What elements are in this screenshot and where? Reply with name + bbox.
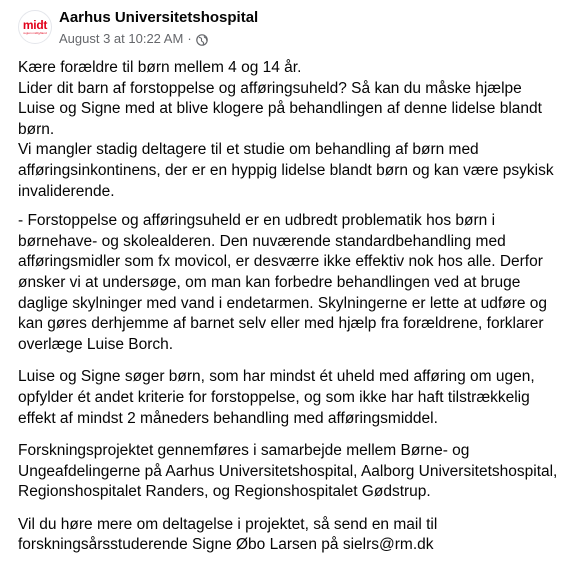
post-timestamp[interactable]: August 3 at 10:22 AM (59, 31, 184, 46)
avatar-logo: midt (22, 17, 48, 32)
post-paragraph-5: Vil du høre mere om deltagelse i projektet, så send en mail til forskningsårsstuderende Signe Øbo Larsen på sielrs@rm.dk (18, 515, 438, 554)
post-paragraph-2: - Forstoppelse og afføringsuheld er en udbredt problematik hos børn i børnehave- og skolealderen. Den nuværende standardbehandling med afføringsmidler som fx movicol, er desværre ikke effektiv nok hos alle. Derfor ønsker vi at undersøge, om man kan forbedre behandlingen ved at bruge daglige skylninger med vand i endetarmen. Skylningerne er lette at udføre og kan gøres derhjemme af barnet selv eller med hjælp fra forældrene, forklarer overlæge Luise Borch. (18, 212, 548, 353)
post-content (18, 58, 558, 568)
avatar[interactable] (18, 10, 52, 44)
post-meta (59, 30, 258, 48)
post-paragraph-4: Forskningsprojektet gennemføres i samarbejde mellem Børne- og Ungeafdelingerne på Aarhus Universitetshospital, Aalborg Universitetshospital, Regionshospitalet Randers, og Regionshospitalet Gødstrup. (18, 442, 558, 501)
avatar-logo-subtext: region midtjylland (23, 30, 47, 35)
post-paragraph-1: Kære forældre til børn mellem 4 og 14 år. Lider dit barn af forstoppelse og afføringsuheld? Så kan du måske hjælpe Luise og Signe med at blive klogere på behandlingen af denne lidelse blandt børn. Vi mangler stadig deltagere til et studie om behandling af børn med afføringsinkontinens, der er en hyppig lidelse blandt børn og kan være psykisk invaliderende. (18, 59, 554, 200)
header-text (59, 8, 258, 48)
globe-icon[interactable] (196, 33, 208, 45)
post-header (18, 8, 258, 48)
post-paragraph-3: Luise og Signe søger børn, som har mindst ét uheld med afføring om ugen, opfylder ét andet kriterie for forstoppelse, og som ikke har haft tilstrækkelig effekt af mindst 2 måneders behandling med afføringsmiddel. (18, 368, 535, 427)
meta-separator: · (187, 31, 192, 46)
page-name-link[interactable]: Aarhus Universitetshospital (59, 9, 259, 26)
